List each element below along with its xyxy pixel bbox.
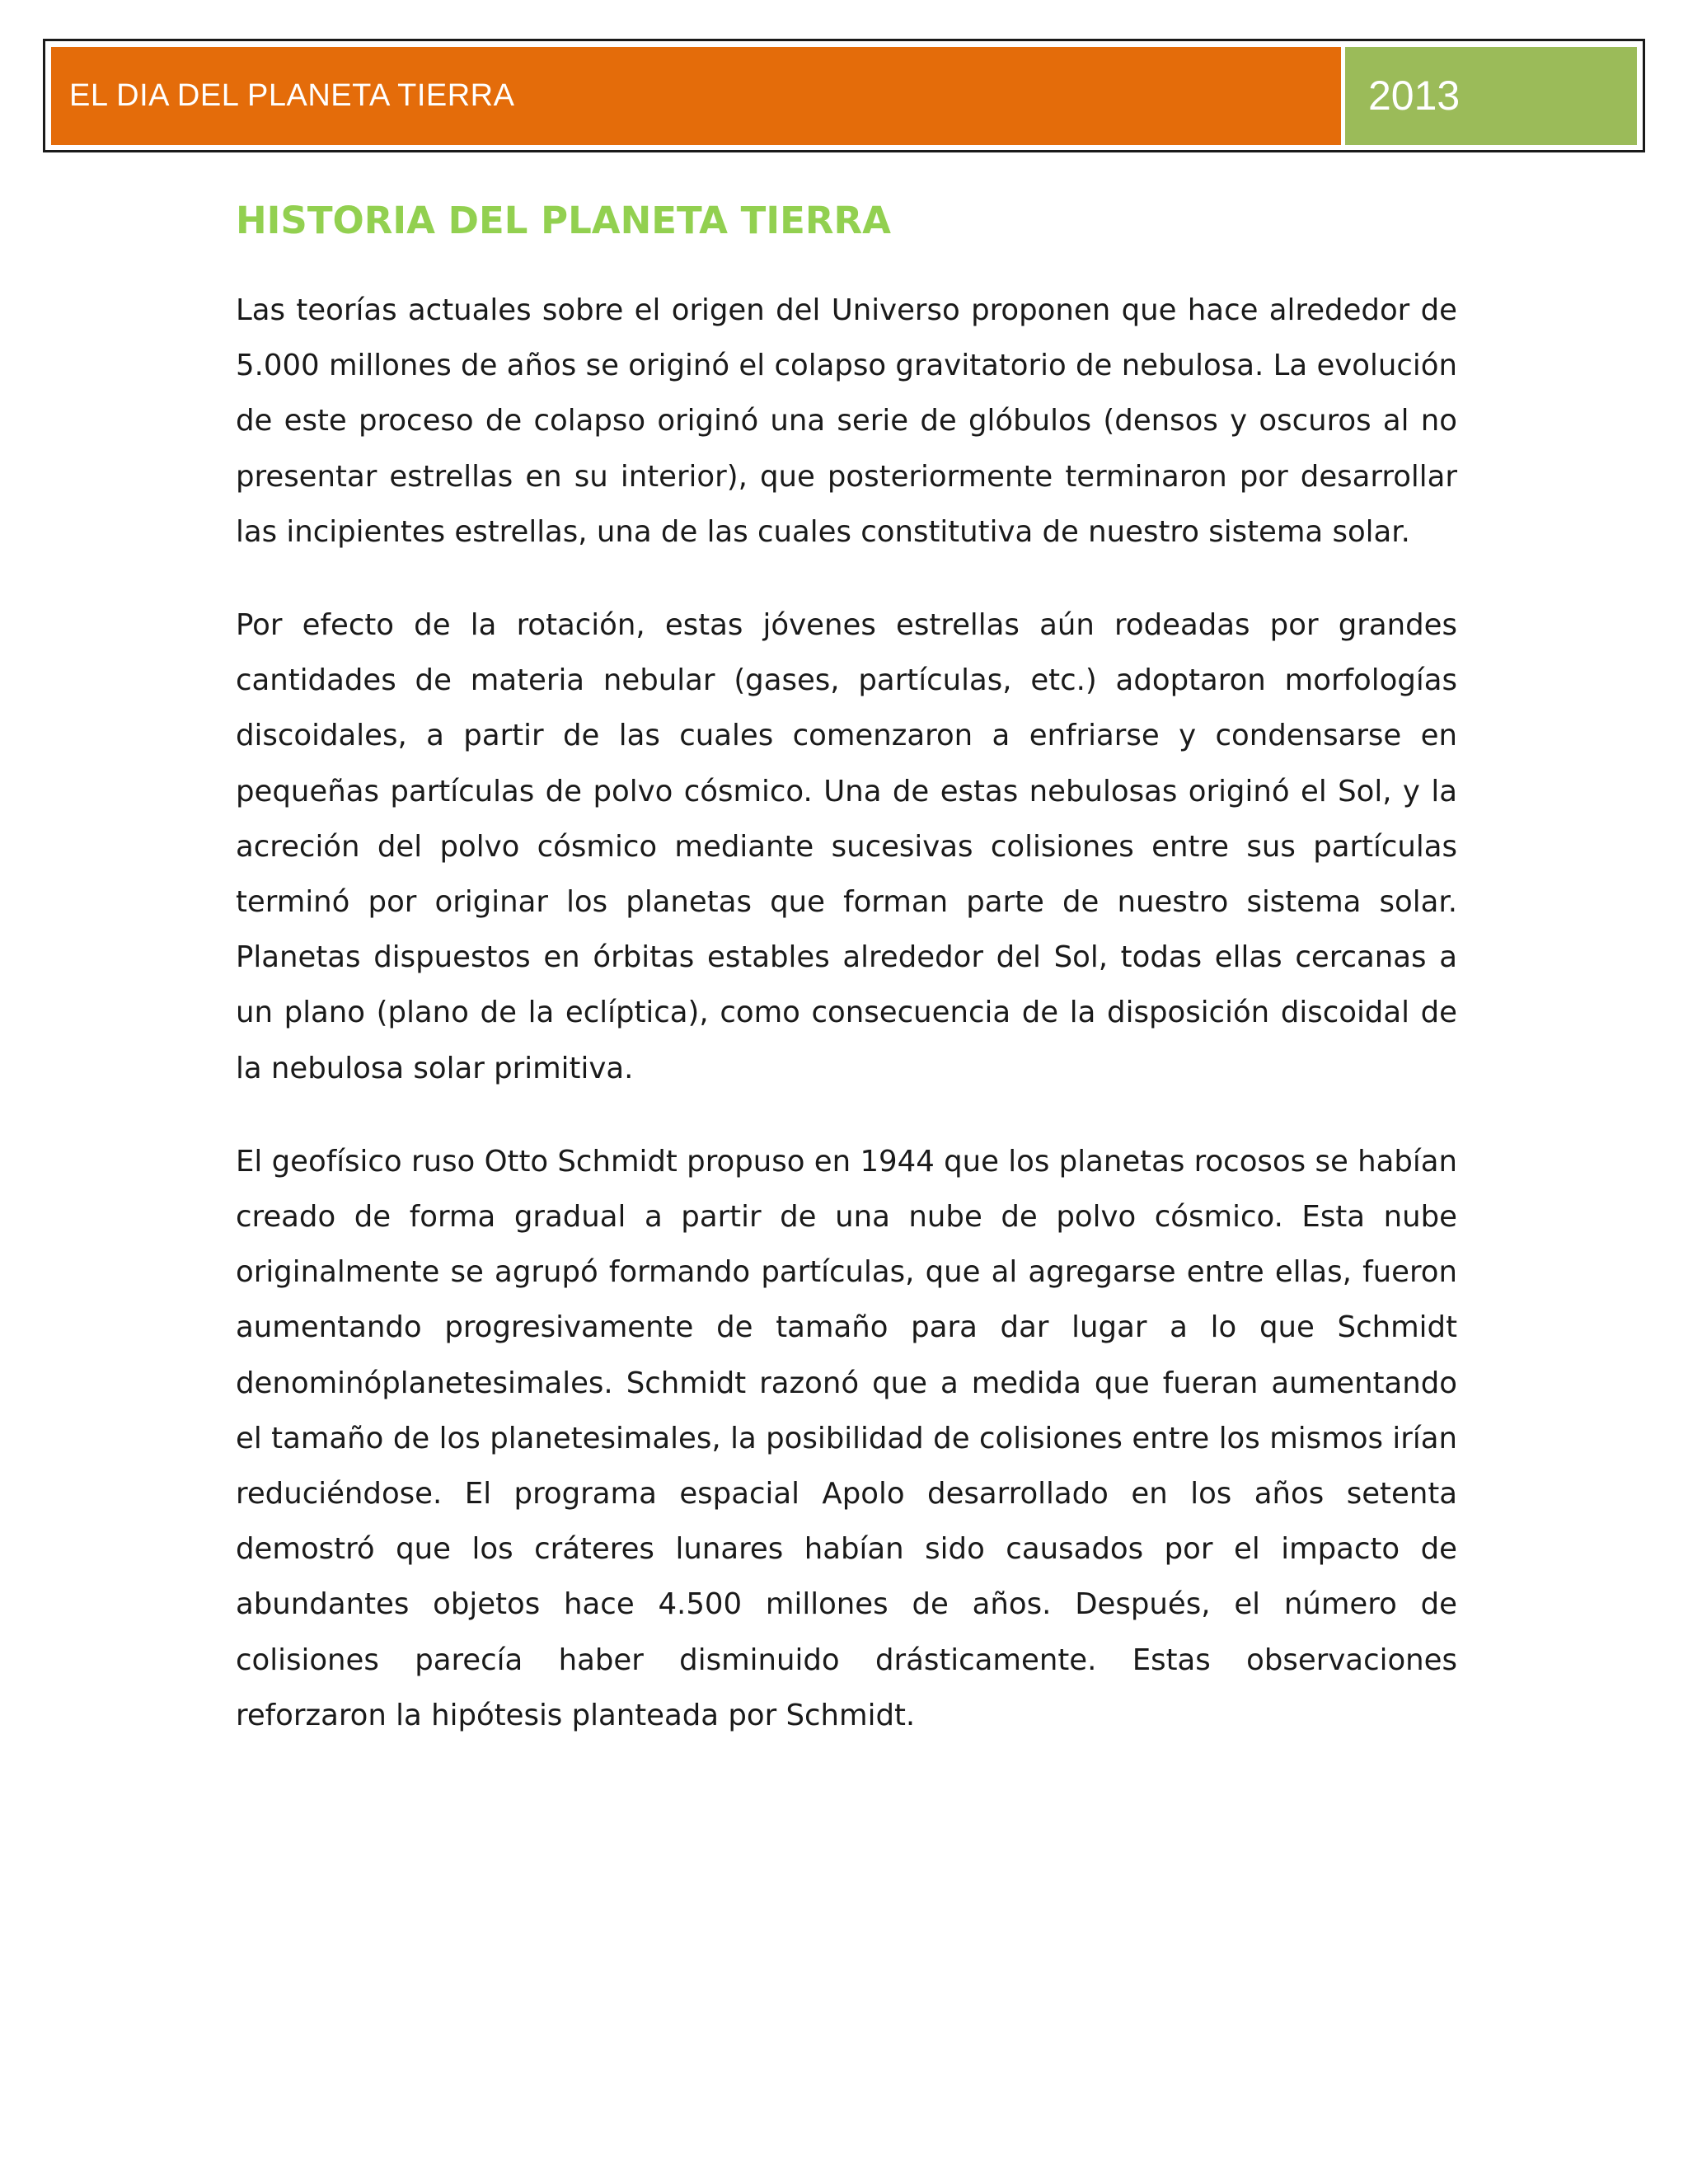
header-title: EL DIA DEL PLANETA TIERRA [69,78,515,113]
page-title: HISTORIA DEL PLANETA TIERRA [236,199,891,242]
paragraph-1: Las teorías actuales sobre el origen del Universo proponen que hace alrededor de 5.000 millones de años se originó el colapso gravitatorio de nebulosa. La evolución de este proceso de colapso originó una serie de glóbulos (densos y oscuros al no presentar estrellas en su interior), que posteriormente terminaron por desarrollar las incipientes estrellas, una de las cuales constitutiva de nuestro sistema solar. [236,293,1457,549]
header-year-box [1345,47,1637,145]
header-title-box [51,47,1341,145]
document-body [236,194,1457,1781]
paragraph-3: El geofísico ruso Otto Schmidt propuso en 1944 que los planetas rocosos se habían creado de forma gradual a partir de una nube de polvo cósmico. Esta nube originalmente se agrupó formando partículas, que al agregarse entre ellas, fueron aumentando progresivamente de tamaño para dar lugar a lo que Schmidt denominóplanetesimales. Schmidt razonó que a medida que fueran aumentando el tamaño de los planetesimales, la posibilidad de colisiones entre los mismos irían reduciéndose. El programa espacial Apolo desarrollado en los años setenta demostró que los cráteres lunares habían sido causados por el impacto de abundantes objetos hace 4.500 millones de años. Después, el número de colisiones parecía haber disminuido drásticamente. Estas observaciones reforzaron la hipótesis planteada por Schmidt. [236,1144,1457,1732]
paragraph-2: Por efecto de la rotación, estas jóvenes estrellas aún rodeadas por grandes cantidades de materia nebular (gases, partículas, etc.) adoptaron morfologías discoidales, a partir de las cuales comenzaron a enfriarse y condensarse en pequeñas partículas de polvo cósmico. Una de estas nebulosas originó el Sol, y la acreción del polvo cósmico mediante sucesivas colisiones entre sus partículas terminó por originar los planetas que forman parte de nuestro sistema solar. Planetas dispuestos en órbitas estables alrededor del Sol, todas ellas cercanas a un plano (plano de la eclíptica), como consecuencia de la disposición discoidal de la nebulosa solar primitiva. [236,608,1457,1085]
header-year: 2013 [1368,73,1461,119]
